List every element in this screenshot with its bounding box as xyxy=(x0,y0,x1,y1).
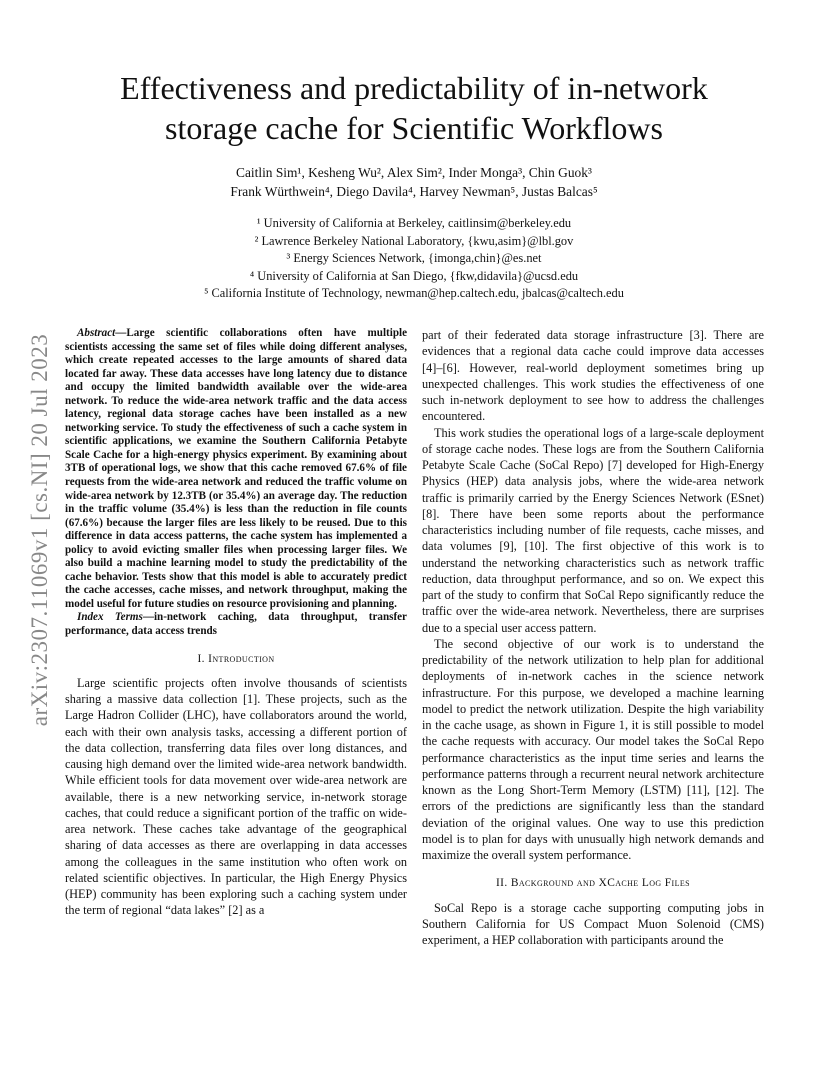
index-terms-label: Index Terms xyxy=(77,611,143,624)
index-terms xyxy=(65,611,407,638)
authors-line-1: Caitlin Sim¹, Kesheng Wu², Alex Sim², Inder Monga³, Chin Guok³ xyxy=(236,165,592,180)
authors-line-2: Frank Würthwein⁴, Diego Davila⁴, Harvey Newman⁵, Justas Balcas⁵ xyxy=(230,184,598,199)
index-terms-text: —in-network caching, data throughput, transfer performance, data access trends xyxy=(65,611,407,638)
right-column xyxy=(422,327,764,948)
section-heading-background: II. Background and XCache Log Files xyxy=(495,877,691,890)
title-line-1: Effectiveness and predictability of in-network xyxy=(120,70,708,106)
right-paragraph-1: This work studies the operational logs of a large-scale deployment of storage cache nodes. These logs are from the Southern California Petabyte Scale Cache (SoCal Repo) [7] developed for High-Energy Physics (HEP) data analysis jobs, where the wide-area network traffic is primarily carried by the Energy Sciences Network (ESnet) [8]. There have been some reports about the performance characteristics including number of file requests, cache misses, and data volumes [9], [10]. The first objective of this work is to understand the networking characteristics such as network traffic reduction, data throughput performance, and so on. We expect this part of the study to confirm that SoCal Repo significantly reduce the traffic over the wide-area network. Nevertheless, there are surprises due to a special user access pattern. xyxy=(422,425,764,635)
affiliation-3: ³ Energy Sciences Network, {imonga,chin}@es.net xyxy=(286,251,542,265)
abstract-label: Abstract xyxy=(77,327,116,339)
author-list xyxy=(80,163,748,201)
intro-paragraph-1: Large scientific projects often involve thousands of scientists sharing a massive data collection [1]. These projects, such as the Large Hadron Collider (LHC), have collaborators around the world, each with their own analysis tasks, accessing a different portion of the data collection, transferring data files over long distances, and causing high demand over the limited wide-area network bandwidth. While efficient tools for data movement over wide-area network are available, there is a new networking service, in-network storage caches, that could reduce a significant portion of the traffic on wide-area network. These caches take advantage of the geographical sharing of data accesses as there are overlapping in data accesses among the colleagues in the same institution who often work on related scientific objectives. In particular, the High Energy Physics (HEP) community has been exploring such a caching system under the term of regional “data lakes” [2] as a xyxy=(65,675,407,918)
abstract-text: —Large scientific collaborations often have multiple scientists accessing the same set of files while doing different analyses, which create repeated accesses to the large amounts of shared data located far away. These data accesses have long latency due to distance and occupy the limited bandwidth available over the wide-area network. To reduce the wide-area network traffic and the data access latency, regional data storage caches have been installed as a new networking service. To study the effectiveness of such a cache system in scientific applications, we examine the Southern California Petabyte Scale Cache for a high-energy physics experiment. By examining about 3TB of operational logs, we show that this cache removed 67.6% of file requests from the wide-area network and reduced the traffic volume on wide-area network by 12.3TB (or 35.4%) an average day. The reduction in the traffic volume (35.4%) is less than the reduction in file counts (67.6%) because the larger files are less likely to be reused. Due to this difference in data access patterns, the cache system has implemented a policy to avoid evicting smaller files when processing larger files. We also build a machine learning model to study the predictability of the cache behavior. Tests show that this model is able to accurately predict the cache accesses, cache misses, and network throughput, making the model useful for future studies on resource provisioning and planning. xyxy=(65,327,407,610)
right-paragraph-3: SoCal Repo is a storage cache supporting computing jobs in Southern California for US Compact Muon Solenoid (CMS) experiment, a HEP collaboration with participants around the xyxy=(422,900,764,947)
right-paragraph-2: The second objective of our work is to understand the predictability of the network utilization to help plan for additional deployments of in-network caches in the science network infrastructure. For this purpose, we developed a machine learning model to predict the network utilization. Despite the high variability in the cache usage, as shown in Figure 1, it is still possible to model the cache requests with accuracy. Our model takes the SoCal Repo performance characteristics as the input time series and learns the performance patterns through a recurrent neural network architecture known as the Long Short-Term Memory (LSTM) [11], [12]. The errors of the predictions are significantly less than the standard deviation of the original values. One way to use this prediction model is to plan for days with unusually high network demands and maximize the overall system performance. xyxy=(422,636,764,862)
affiliation-list xyxy=(80,215,748,303)
right-paragraph-0: part of their federated data storage infrastructure [3]. There are evidences that a regional data cache could improve data accesses [4]–[6]. However, real-world deployment sometimes bring up unexpected challenges. This work studies the effectiveness of one such in-network deployment to see how to address the challenges encountered. xyxy=(422,328,764,424)
left-column xyxy=(65,327,407,919)
affiliation-1: ¹ University of California at Berkeley, caitlinsim@berkeley.edu xyxy=(256,216,572,230)
arxiv-side-label: arXiv:2307.11069v1 [cs.NI] 20 Jul 2023 xyxy=(27,333,52,727)
section-heading-introduction: I. Introduction xyxy=(197,652,275,665)
affiliation-2: ² Lawrence Berkeley National Laboratory, {kwu,asim}@lbl.gov xyxy=(254,233,574,248)
affiliation-5: ⁵ California Institute of Technology, newman@hep.caltech.edu, jbalcas@caltech.edu xyxy=(204,286,624,300)
paper-title xyxy=(80,68,748,148)
abstract xyxy=(65,327,407,611)
title-line-2: storage cache for Scientific Workflows xyxy=(165,110,663,146)
affiliation-4: ⁴ University of California at San Diego, {fkw,didavila}@ucsd.edu xyxy=(249,268,579,283)
